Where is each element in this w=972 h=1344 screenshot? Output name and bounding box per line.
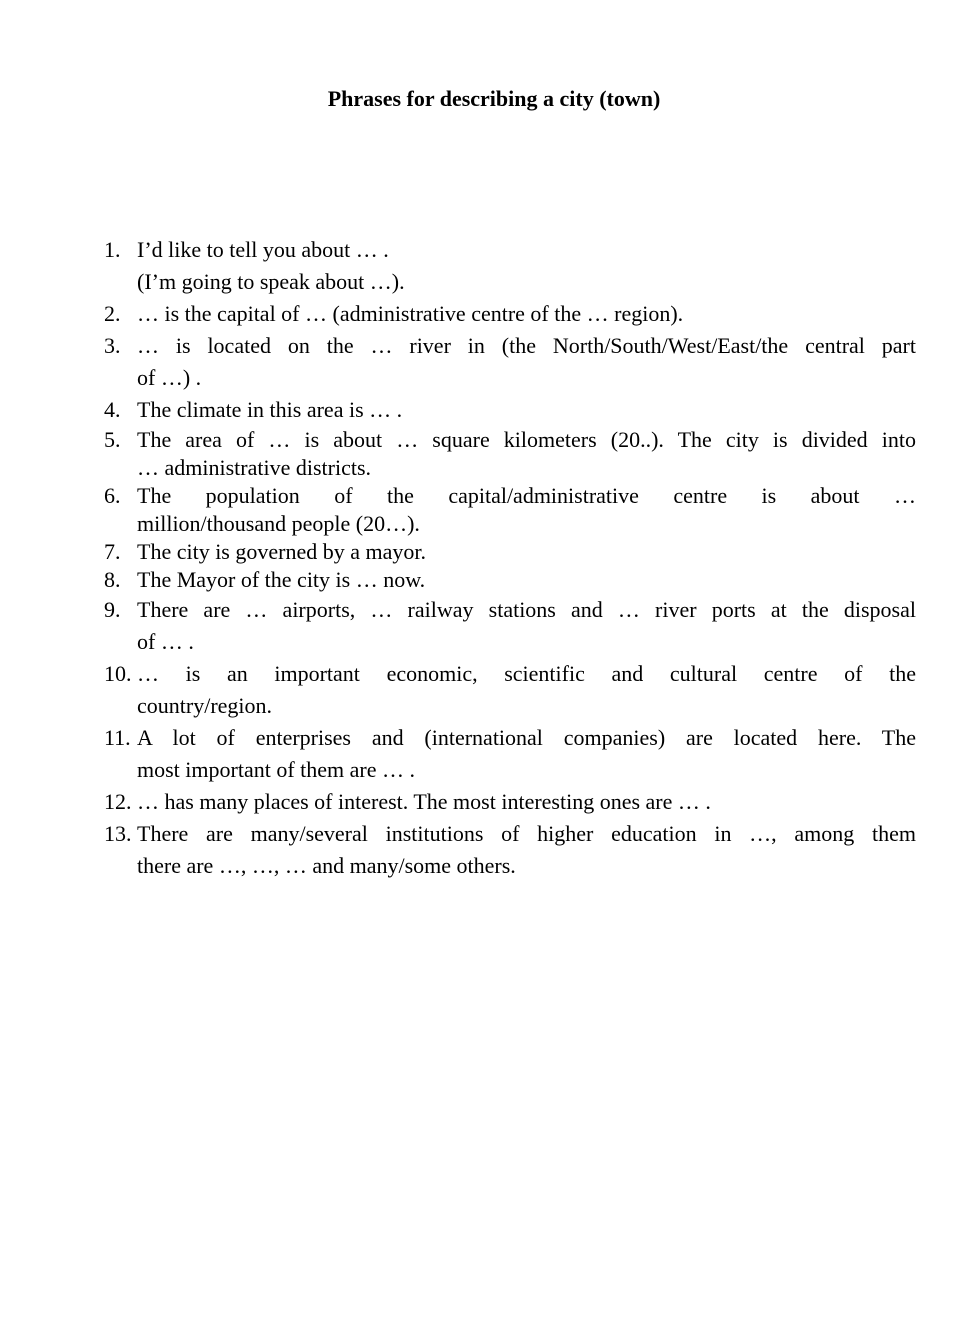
item-line: of … . — [137, 629, 194, 654]
item-number: 13. — [104, 821, 132, 846]
item-line: There are … airports, … railway stations and … river ports at the disposal — [137, 597, 916, 622]
item-number: 8. — [104, 567, 121, 592]
list-item — [104, 566, 916, 594]
list-item — [104, 538, 916, 566]
item-text — [137, 482, 916, 538]
item-line: … is an important economic, scientific and cultural centre of the — [137, 661, 916, 686]
item-number: 3. — [104, 333, 121, 358]
item-line: I’d like to tell you about … . — [137, 237, 389, 262]
item-number: 5. — [104, 427, 121, 452]
item-number: 7. — [104, 539, 121, 564]
item-line: There are many/several institutions of higher education in …, among them — [137, 821, 916, 846]
list-item — [104, 426, 916, 482]
item-line: (I’m going to speak about …). — [137, 269, 405, 294]
item-number: 9. — [104, 597, 121, 622]
item-line: … is located on the … river in (the North/South/West/East/the central part — [137, 333, 916, 358]
item-text — [137, 426, 916, 482]
item-number: 11. — [104, 725, 131, 750]
phrase-list — [104, 234, 916, 882]
item-text — [137, 786, 916, 818]
item-line: The climate in this area is … . — [137, 397, 403, 422]
item-text — [137, 566, 916, 594]
page-title: Phrases for describing a city (town) — [327, 86, 661, 111]
item-line: country/region. — [137, 693, 273, 718]
list-item — [104, 818, 916, 882]
item-number: 4. — [104, 397, 121, 422]
item-text — [137, 594, 916, 658]
item-text — [137, 394, 916, 426]
item-text — [137, 330, 916, 394]
item-line: there are …, …, … and many/some others. — [137, 853, 516, 878]
list-item — [104, 594, 916, 658]
item-line: … is the capital of … (administrative centre of the … region). — [137, 301, 684, 326]
list-item — [104, 234, 916, 298]
item-text — [137, 818, 916, 882]
item-number: 6. — [104, 483, 121, 508]
item-line: The city is governed by a mayor. — [137, 539, 426, 564]
item-line: … administrative districts. — [137, 455, 372, 480]
item-text — [137, 722, 916, 786]
item-number: 1. — [104, 237, 121, 262]
item-number: 2. — [104, 301, 121, 326]
list-item — [104, 394, 916, 426]
list-item — [104, 722, 916, 786]
list-item — [104, 298, 916, 330]
item-line: most important of them are … . — [137, 757, 415, 782]
item-number: 12. — [104, 789, 132, 814]
item-text — [137, 658, 916, 722]
item-line: … has many places of interest. The most interesting ones are … . — [137, 789, 711, 814]
list-item — [104, 786, 916, 818]
item-line: of …) . — [137, 365, 202, 390]
item-number: 10. — [104, 661, 132, 686]
item-line: The area of … is about … square kilometers (20..). The city is divided into — [137, 427, 916, 452]
list-item — [104, 482, 916, 538]
list-item — [104, 658, 916, 722]
item-line: A lot of enterprises and (international companies) are located here. The — [137, 725, 916, 750]
item-line: million/thousand people (20…). — [137, 511, 420, 536]
item-line: The Mayor of the city is … now. — [137, 567, 426, 592]
item-text — [137, 234, 916, 298]
list-item — [104, 330, 916, 394]
item-text — [137, 538, 916, 566]
item-text — [137, 298, 916, 330]
item-line: The population of the capital/administrative centre is about … — [137, 483, 916, 508]
